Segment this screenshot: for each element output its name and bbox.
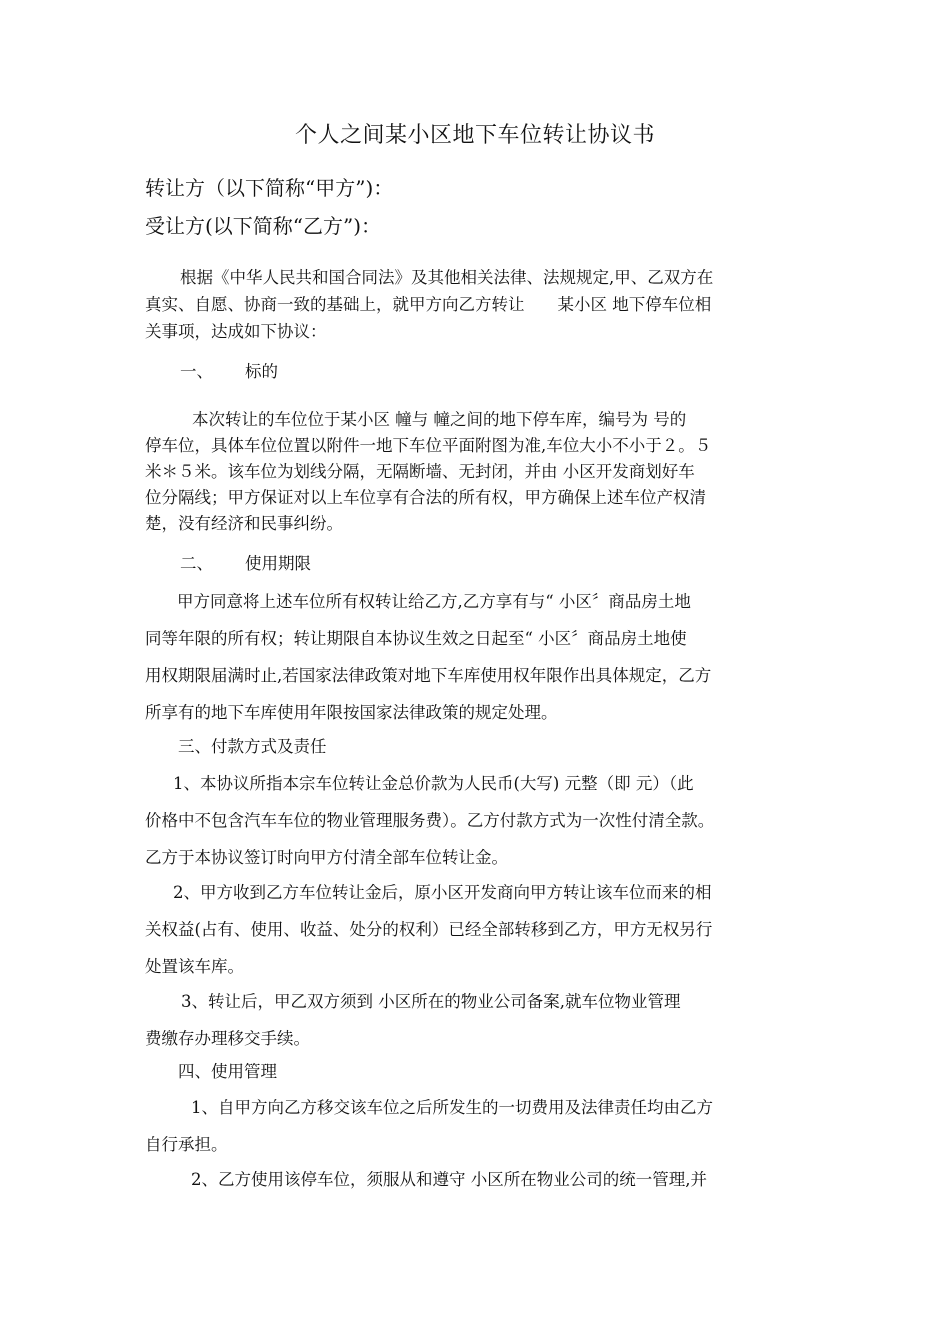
paragraph-line: 本次转让的车位位于某小区 幢与 幢之间的地下停车库，编号为 号的: [192, 410, 687, 429]
intro-line: 真实、自愿、协商一致的基础上，就甲方向乙方转让 某小区 地下停车位相: [145, 295, 712, 314]
paragraph-line: 3、转让后，甲乙双方须到 小区所在的物业公司备案,就车位物业管理: [181, 992, 681, 1011]
section-3-item-1: [145, 765, 810, 876]
section-4-heading: 四、使用管理: [178, 1062, 277, 1081]
paragraph-line: 位分隔线；甲方保证对以上车位享有合法的所有权，甲方确保上述车位产权清: [145, 488, 706, 507]
paragraph-line: 停车位，具体车位位置以附件一地下车位平面附图为准,车位大小不小于２。５: [145, 436, 712, 455]
section-3-item-2: [145, 874, 810, 985]
section-2-heading: [180, 550, 311, 574]
intro-paragraph: [145, 264, 810, 345]
intro-line: 关事项，达成如下协议：: [145, 322, 327, 341]
paragraph-line: 1、本协议所指本宗车位转让金总价款为人民币(大写) 元整（即 元）（此: [173, 774, 694, 793]
section-4-item-1: [145, 1089, 810, 1163]
paragraph-line: 楚，没有经济和民事纠纷。: [145, 514, 343, 533]
paragraph-line: 甲方同意将上述车位所有权转让给乙方,乙方享有与“ 小区〞商品房土地: [177, 592, 691, 611]
section-2-number: 二、: [180, 554, 213, 573]
paragraph-line: 米＊５米。该车位为划线分隔，无隔断墙、无封闭，并由 小区开发商划好车: [145, 462, 695, 481]
paragraph-line: 同等年限的所有权；转让期限自本协议生效之日起至“ 小区〞商品房土地使: [145, 629, 687, 648]
paragraph-line: 自行承担。: [145, 1135, 228, 1154]
paragraph-line: 用权期限届满时止,若国家法律政策对地下车库使用权年限作出具体规定，乙方: [145, 666, 712, 685]
paragraph-line: 费缴存办理移交手续。: [145, 1029, 310, 1048]
paragraph-line: 2、甲方收到乙方车位转让金后，原小区开发商向甲方转让该车位而来的相: [173, 883, 712, 902]
section-1-title: 标的: [245, 362, 278, 381]
section-1-paragraph: [145, 407, 810, 537]
document-title: 个人之间某小区地下车位转让协议书: [294, 123, 655, 148]
section-2-paragraph: [145, 583, 810, 731]
paragraph-line: 价格中不包含汽车车位的物业管理服务费）。乙方付款方式为一次性付清全款。: [145, 811, 715, 830]
paragraph-line: 2、乙方使用该停车位，须服从和遵守 小区所在物业公司的统一管理,并: [191, 1170, 707, 1189]
section-4-item-2: [145, 1161, 810, 1198]
paragraph-line: 关权益(占有、使用、收益、处分的权利）已经全部转移到乙方，甲方无权另行: [145, 920, 713, 939]
section-3-heading: 三、付款方式及责任: [178, 737, 327, 756]
paragraph-line: 1、自甲方向乙方移交该车位之后所发生的一切费用及法律责任均由乙方: [191, 1098, 713, 1117]
paragraph-line: 乙方于本协议签订时向甲方付清全部车位转让金。: [145, 848, 508, 867]
section-1-number: 一、: [180, 362, 213, 381]
party-a-line: 转让方（以下简称“甲方”)：: [145, 176, 394, 200]
section-3-item-3: [145, 983, 810, 1057]
intro-line: 根据《中华人民共和国合同法》及其他相关法律、法规规定,甲、乙双方在: [180, 268, 714, 287]
section-1-heading: [180, 358, 278, 382]
party-b-line: 受让方(以下简称“乙方”)：: [145, 214, 382, 238]
section-2-title: 使用期限: [245, 554, 311, 573]
paragraph-line: 所享有的地下车库使用年限按国家法律政策的规定处理。: [145, 703, 558, 722]
paragraph-line: 处置该车库。: [145, 957, 244, 976]
